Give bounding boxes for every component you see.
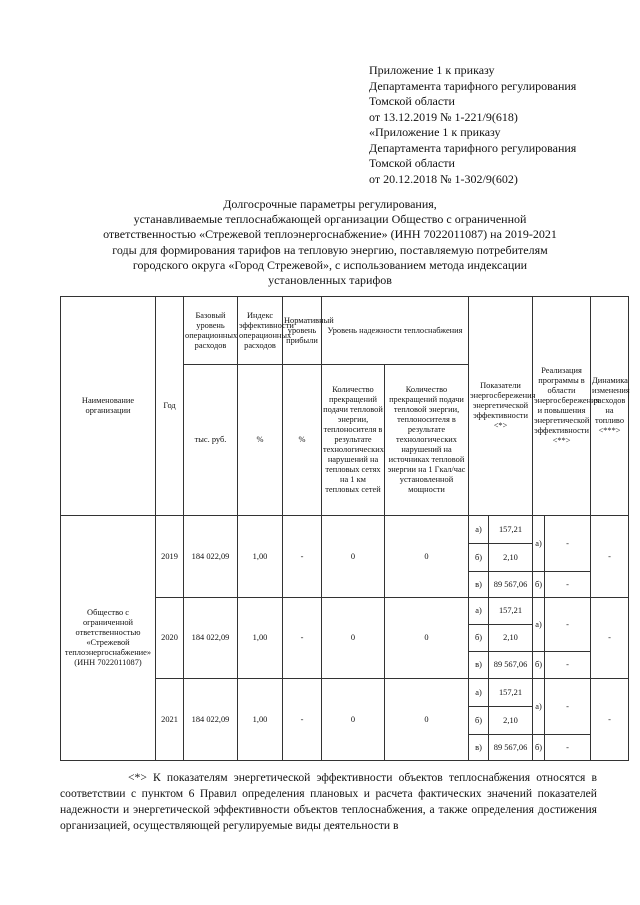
energy-indicator-value: 2,10 <box>489 707 533 735</box>
program-value: - <box>545 516 591 572</box>
normative-profit-value: - <box>283 679 322 761</box>
energy-indicator-value: 89 567,06 <box>489 735 533 761</box>
energy-indicator-letter: в) <box>469 572 489 598</box>
program-letter: а) <box>533 679 545 735</box>
year-cell: 2019 <box>156 516 184 598</box>
header-line: «Приложение 1 к приказу <box>369 125 501 139</box>
program-letter: а) <box>533 598 545 652</box>
unit-normative-profit: % <box>283 365 322 516</box>
interruptions-networks-value: 0 <box>322 679 385 761</box>
col-header-reliability: Уровень надежности теплоснабжения <box>322 297 469 365</box>
title-line: городского округа «Город Стрежевой», с использованием метода индексации <box>132 257 528 272</box>
fuel-dynamics-value: - <box>591 516 629 598</box>
energy-indicator-letter: в) <box>469 735 489 761</box>
base-costs-value: 184 022,09 <box>184 679 238 761</box>
efficiency-index-value: 1,00 <box>238 679 283 761</box>
program-letter: а) <box>533 516 545 572</box>
fuel-dynamics-value: - <box>591 679 629 761</box>
program-letter: б) <box>533 572 545 598</box>
footnote <box>60 770 597 834</box>
col-header-energy-saving-program: Реализация программы в области энергосбережения и повышения энергетической эффективности <**> <box>533 297 591 516</box>
title-line: ответственностью «Стрежевой теплоэнергоснабжение» (ИНН 7022011087) на 2019-2021 <box>103 227 557 242</box>
col-header-interruptions-networks: Количество прекращений подачи тепловой энергии, теплоносителя в результате технологических нарушений на тепловых сетях на 1 км тепловых сетей <box>322 365 385 516</box>
header-line: от 20.12.2018 № 1-302/9(602) <box>369 171 518 186</box>
col-header-fuel-dynamics: Динамика изменения расходов на топливо <***> <box>591 297 629 516</box>
interruptions-sources-value: 0 <box>385 598 469 679</box>
energy-indicator-value: 157,21 <box>489 598 533 625</box>
efficiency-index-value: 1,00 <box>238 516 283 598</box>
year-cell: 2021 <box>156 679 184 761</box>
program-value: - <box>545 598 591 652</box>
energy-indicator-value: 157,21 <box>489 516 533 544</box>
interruptions-networks-value: 0 <box>322 598 385 679</box>
organization-name: Общество с ограниченной ответственностью «Стрежевой теплоэнергоснабжение» (ИНН 7022011087) <box>61 516 156 761</box>
energy-indicator-value: 157,21 <box>489 679 533 707</box>
order-reference <box>369 63 629 187</box>
interruptions-networks-value: 0 <box>322 516 385 598</box>
footnote-text: <*> К показателям энергетической эффективности объектов теплоснабжения относятся в соответствии с пунктом 6 Правил определения плановых и расчета фактических значений показателей надежности и энергетической эффективности объектов теплоснабжения, а также определения достижения организацией, осуществляющей регулируемые виды деятельности в <box>60 771 597 832</box>
title-line: установленных тарифов <box>268 273 392 288</box>
energy-indicator-letter: в) <box>469 652 489 679</box>
base-costs-value: 184 022,09 <box>184 516 238 598</box>
energy-indicator-value: 2,10 <box>489 544 533 572</box>
normative-profit-value: - <box>283 516 322 598</box>
header-line: Приложение 1 к приказу <box>369 63 495 77</box>
header-line: Департамента тарифного регулирования <box>369 78 577 93</box>
year-cell: 2020 <box>156 598 184 679</box>
energy-indicator-value: 89 567,06 <box>489 652 533 679</box>
program-value: - <box>545 679 591 735</box>
title-line: устанавливаемые теплоснабжающей организации Общество с ограниченной <box>133 212 527 227</box>
header-line: Департамента тарифного регулирования <box>369 140 577 155</box>
interruptions-sources-value: 0 <box>385 679 469 761</box>
unit-base-costs: тыс. руб. <box>184 365 238 516</box>
energy-indicator-value: 2,10 <box>489 625 533 652</box>
col-header-efficiency-index: Индекс эффективности операционных расходов <box>238 297 283 365</box>
fuel-dynamics-value: - <box>591 598 629 679</box>
energy-indicator-letter: б) <box>469 544 489 572</box>
energy-indicator-letter: б) <box>469 707 489 735</box>
energy-indicator-letter: б) <box>469 625 489 652</box>
col-header-base-costs: Базовый уровень операционных расходов <box>184 297 238 365</box>
header-line: Томской области <box>369 94 455 108</box>
program-letter: б) <box>533 652 545 679</box>
col-header-normative-profit: Нормативный уровень прибыли <box>283 297 322 365</box>
program-value: - <box>545 652 591 679</box>
program-letter: б) <box>533 735 545 761</box>
document-title <box>60 197 600 288</box>
col-header-energy-efficiency: Показатели энергосбережения энергетической эффективности <*> <box>469 297 533 516</box>
title-line: годы для формирования тарифов на тепловую энергию, поставляемую потребителям <box>112 242 548 257</box>
col-header-organization: Наименование организации <box>61 297 156 516</box>
title-line: Долгосрочные параметры регулирования, <box>223 197 437 211</box>
header-line: Томской области <box>369 156 455 170</box>
regulation-parameters-table <box>60 296 629 761</box>
normative-profit-value: - <box>283 598 322 679</box>
col-header-interruptions-sources: Количество прекращений подачи тепловой энергии, теплоносителя в результате технологических нарушений на источниках тепловой энергии на 1 Гкал/час установленной мощности <box>385 365 469 516</box>
interruptions-sources-value: 0 <box>385 516 469 598</box>
header-line: от 13.12.2019 № 1-221/9(618) <box>369 109 518 124</box>
col-header-year: Год <box>156 297 184 516</box>
program-value: - <box>545 735 591 761</box>
energy-indicator-letter: а) <box>469 516 489 544</box>
base-costs-value: 184 022,09 <box>184 598 238 679</box>
energy-indicator-letter: а) <box>469 598 489 625</box>
energy-indicator-letter: а) <box>469 679 489 707</box>
unit-efficiency-index: % <box>238 365 283 516</box>
energy-indicator-value: 89 567,06 <box>489 572 533 598</box>
efficiency-index-value: 1,00 <box>238 598 283 679</box>
program-value: - <box>545 572 591 598</box>
